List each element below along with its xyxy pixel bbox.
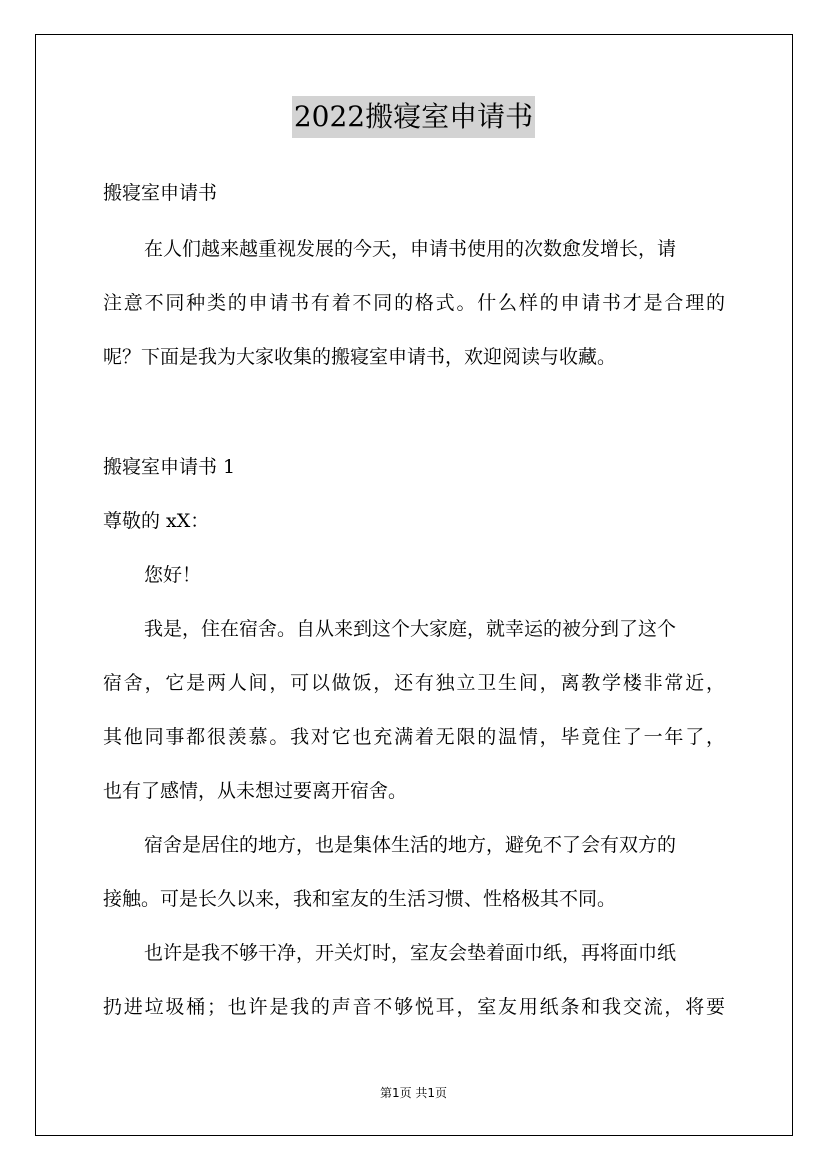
page-footer: 第1页 共1页 [379,1086,448,1100]
intro-line-2: 注意不同种类的申请书有着不同的格式。什么样的申请书才是合理的 [103,292,725,314]
document-title: 2022搬寝室申请书 [292,96,535,138]
para3-line-2: 扔进垃圾桶；也许是我的声音不够悦耳，室友用纸条和我交流，将要 [103,996,725,1018]
para1-line-1: 我是，住在宿舍。自从来到这个大家庭，就幸运的被分到了这个 [144,618,677,640]
para1-line-3: 其他同事都很羡慕。我对它也充满着无限的温情，毕竟住了一年了， [103,726,725,748]
heading: 搬寝室申请书 [103,182,218,204]
para2-line-2: 接触。可是长久以来，我和室友的生活习惯、性格极其不同。 [103,888,617,910]
para3-line-1: 也许是我不够干净，开关灯时，室友会垫着面巾纸，再将面巾纸 [144,942,677,964]
para1-line-2: 宿舍，它是两人间，可以做饭，还有独立卫生间，离教学楼非常近， [103,672,725,694]
para2-line-1: 宿舍是居住的地方，也是集体生活的地方，避免不了会有双方的 [144,834,677,856]
intro-line-1: 在人们越来越重视发展的今天，申请书使用的次数愈发增长，请 [144,238,677,260]
section-title: 搬寝室申请书 1 [103,456,236,478]
title-wrap [0,96,827,138]
intro-line-3: 呢？下面是我为大家收集的搬寝室申请书，欢迎阅读与收藏。 [103,346,617,368]
para1-line-4: 也有了感情，从未想过要离开宿舍。 [103,780,408,802]
salutation: 尊敬的 xX： [103,510,210,532]
greeting: 您好！ [144,564,202,586]
